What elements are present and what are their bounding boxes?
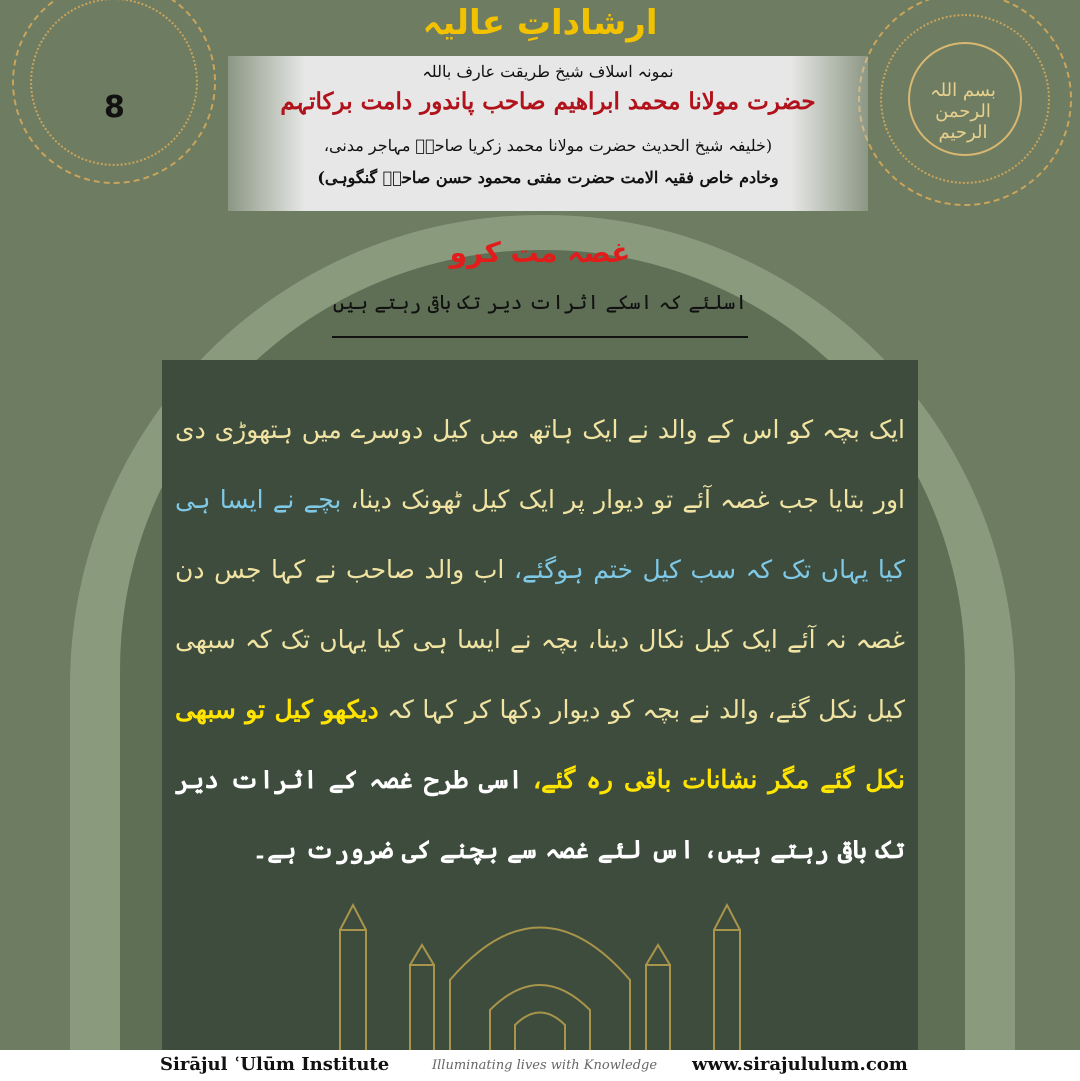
header-line-1: نمونہ اسلاف شیخ طریقت عارف باللہ bbox=[422, 62, 674, 81]
body-part-1: ایک بچہ کو اس کے والد نے ایک ہاتھ میں کیل دوسرے میں ہتھوڑی دی اور بتایا جب غصہ آئے تو دیوار پر ایک کیل ٹھونک دینا، bbox=[175, 415, 906, 514]
subtitle-underline bbox=[332, 336, 748, 338]
body-part-3: اب والد صاحب نے کہا جس دن غصہ نہ آئے ایک کیل نکال دینا، بچہ نے ایسا ہی کیا یہاں تک کہ سبھی کیل نکل گئے، والد نے بچہ کو دیوار دکھا کر کہا کہ bbox=[175, 555, 905, 724]
body-part-2: بچے نے ایسا ہی کیا یہاں تک کہ سب کیل ختم ہوگئے، bbox=[175, 485, 905, 584]
body-text bbox=[175, 395, 905, 885]
footer-bar bbox=[0, 1050, 1080, 1081]
website-link[interactable]: www.sirajululum.com bbox=[692, 1054, 908, 1075]
header-line-4: وخادم خاص فقیہ الامت حضرت مفتی محمود حسن صاحبؒ گنگوہی) bbox=[317, 168, 779, 187]
bismillah-calligraphy: بسم اللہ الرحمن الرحیم bbox=[930, 80, 996, 143]
institute-name: Sirājul ʿUlūm Institute bbox=[160, 1054, 390, 1075]
header-box bbox=[228, 56, 868, 211]
topic-subtitle: اسلئے کہ اسکے اثرات دیر تک باقی رہتے ہیں bbox=[332, 290, 748, 314]
page-title: ارشاداتِ عالیہ bbox=[422, 3, 658, 43]
page-number: 8 bbox=[104, 90, 125, 125]
tagline: Illuminating lives with Knowledge bbox=[432, 1058, 658, 1073]
body-part-4: دیکھو کیل تو سبھی نکل گئے مگر نشانات باقی رہ گئے، bbox=[175, 695, 905, 794]
header-line-2: حضرت مولانا محمد ابراھیم صاحب پاندور دامت برکاتہم bbox=[280, 88, 816, 115]
body-part-5: اسی طرح غصہ کے اثرات دیر تک باقی رہتے ہیں، اس لئے غصہ سے بچنے کی ضرورت ہے۔ bbox=[175, 765, 905, 864]
header-line-3: (خلیفہ شیخ الحدیث حضرت مولانا محمد زکریا صاحبؒ مہاجر مدنی، bbox=[323, 136, 773, 155]
topic-title: غصہ مت کرو bbox=[449, 236, 631, 269]
mosque-illustration bbox=[320, 870, 760, 1060]
